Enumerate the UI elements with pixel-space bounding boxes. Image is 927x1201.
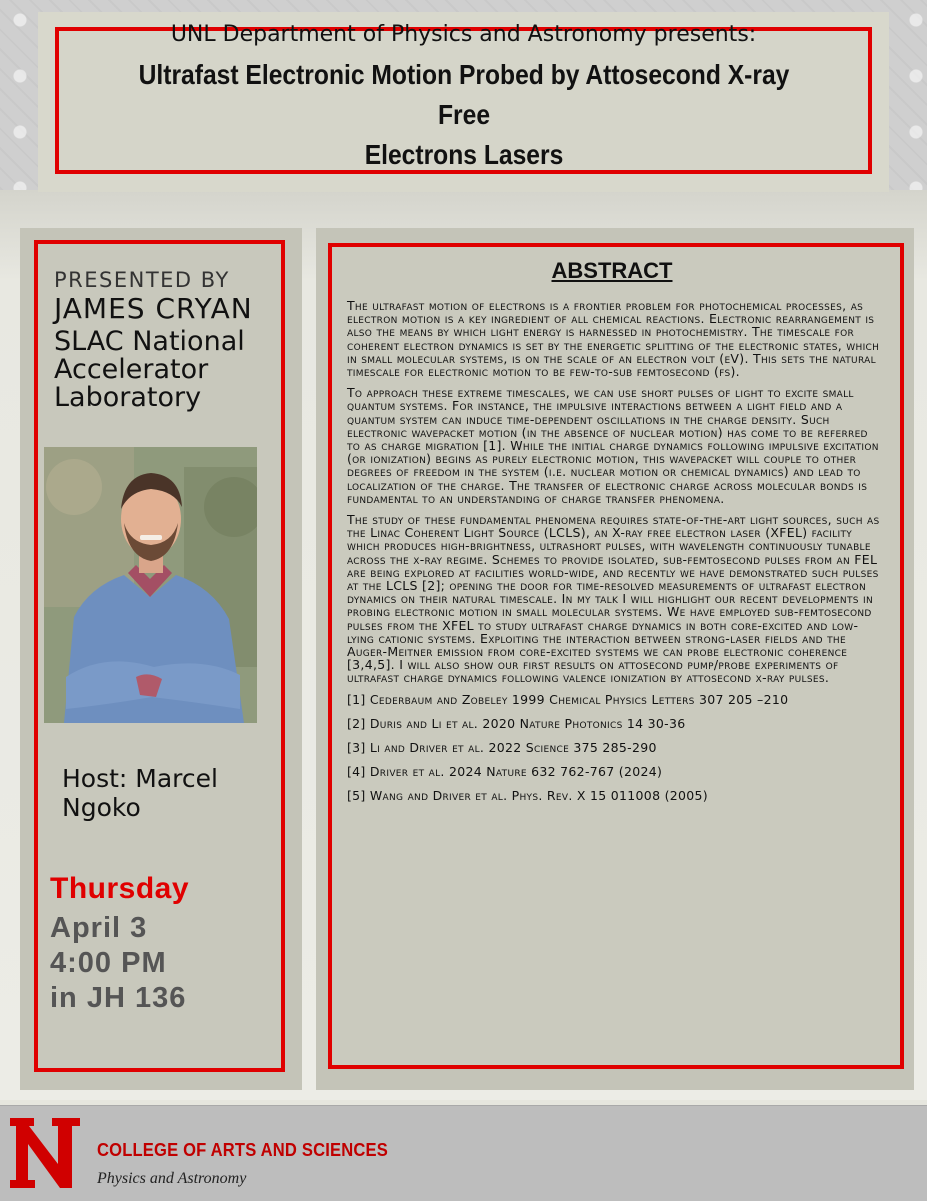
speaker-name: JAMES CRYAN [54,292,253,325]
nebraska-n-icon [8,1112,82,1192]
event-date: April 3 [50,912,148,944]
reference-item: [1] Cederbaum and Zobeley 1999 Chemical Physics Letters 307 205 –210 [347,691,789,707]
talk-title [112,55,816,175]
college-name: COLLEGE OF ARTS AND SCIENCES [97,1140,388,1160]
presents-line: UNL Department of Physics and Astronomy presents: [170,22,757,47]
abstract-paragraph: To approach these extreme timescales, we can use short pulses of light to excite small quantum systems. For instance, the impulsive interactions between a light field and a quantum system can induce time-dependent oscillations in the charge density. Such electronic wavepacket motion (in the absence of nuclear motion) has come to be referred to as charge migration [1]. While the initial charge dynamics following impulsive excitation (or ionization) begins as purely electronic motion, this wavepacket will couple to other degrees of freedom in the system (i.e. nuclear motion or chemical dynamics) and lead to localization of the charge. The transfer of electronic charge across molecular bonds is fundamental to an understanding of charge transfer phenomena. [347,385,879,506]
speaker-photo [44,447,257,723]
talk-title-line-1: Ultrafast Electronic Motion Probed by Attosecond X-ray Free [138,59,789,130]
event-day [50,872,189,906]
event-time: 4:00 PM [50,947,167,979]
abstract-paragraph: The study of these fundamental phenomena requires state-of-the-art light sources, such as the Linac Coherent Light Source (LCLS), an X-ray free electron laser (XFEL) facility which produces high-brightness, ultrashort pulses, with wavelength continuously tunable across the x-ray regime. Schemes to provide isolated, sub-femtosecond pulses from an FEL are being explored at facilities world-wide, and recently we have demonstrated such pulses at the LCLS [2]; opening the door for time-resolved measurements of ultrafast electron dynamics on their natural timescale. In my talk I will highlight our recent developments in probing electronic motion in small molecular systems. We have employed sub-femtosecond pulses from the XFEL to study ultrafast charge dynamics in both core-excited and low-lying cationic systems. Exploiting the interaction between strong-laser fields and the Auger-Meitner emission from core-excited systems we can probe electronic coherence [3,4,5]. I will also show our first results on attosecond pump/probe experiments of ultrafast charge dynamics following valence ionization by attosecond x-ray pulses. [347,512,880,686]
department-name: Physics and Astronomy [97,1170,247,1187]
talk-title-line-2: Electrons Lasers [364,139,563,170]
reference-list [347,693,885,803]
reference-item: [3] Li and Driver et al. 2022 Science 375 285-290 [347,739,657,755]
abstract-paragraph: The ultrafast motion of electrons is a frontier problem for photochemical processes, as electron motion is a key ingredient of all chemical reactions. Electronic rearrangement is also the means by which light energy is harnessed in photochemistry. The timescale for coherent electron dynamics is set by the energetic splitting of the electronic states, which in small molecular systems, is on the scale of an electron volt (eV). This sets the natural timescale for electronic motion to be few-to-sub femtosecond (fs). [347,298,880,380]
host-name: Host: Marcel Ngoko [62,764,218,822]
reference-item: [5] Wang and Driver et al. Phys. Rev. X 15 011008 (2005) [347,787,708,803]
speaker-affiliation: SLAC National Accelerator Laboratory [54,326,245,413]
abstract-heading: ABSTRACT [551,258,673,283]
title-box [55,22,872,174]
reference-item: [2] Duris and Li et al. 2020 Nature Photonics 14 30-36 [347,715,686,731]
event-day-text: Thursday [50,872,190,905]
reference-item: [4] Driver et al. 2024 Nature 632 762-767 (2024) [347,763,663,779]
event-location: in JH 136 [50,982,187,1014]
presented-by-label: PRESENTED BY [54,268,230,292]
nebraska-n-logo [8,1112,82,1192]
abstract-body [347,299,885,813]
speaker-portrait-illustration [44,447,257,723]
